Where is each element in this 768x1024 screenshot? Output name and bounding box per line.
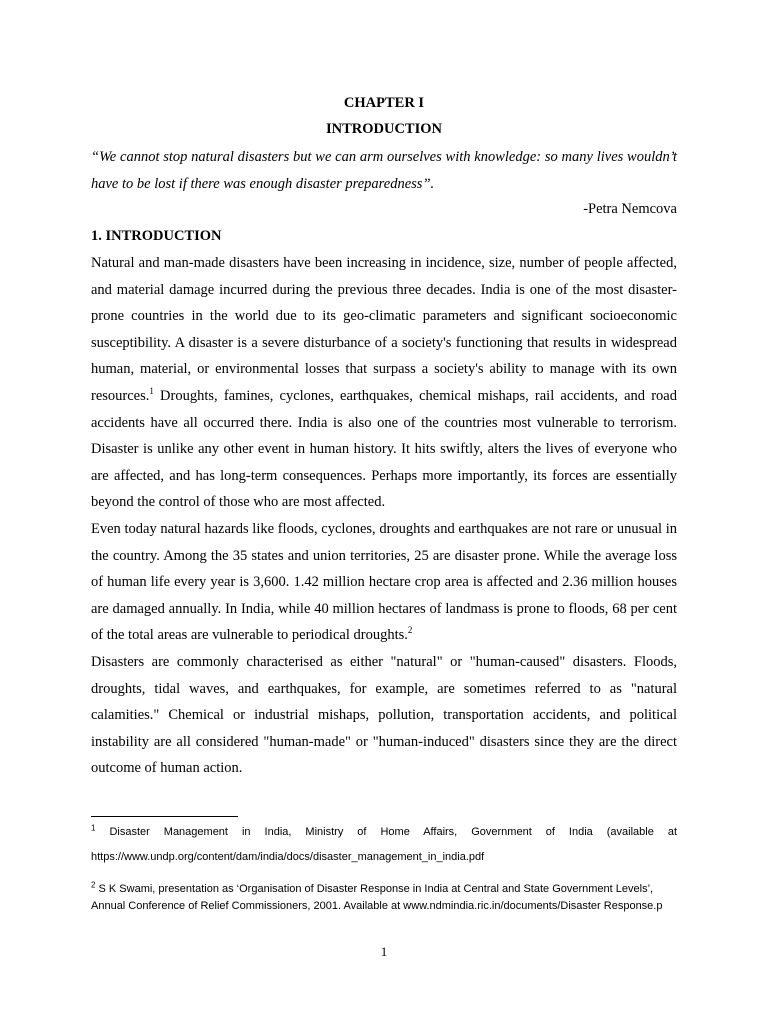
chapter-label: CHAPTER I [343,95,425,111]
paragraph-2 [91,516,677,649]
footnote-ref-2[interactable]: 2 [407,625,413,636]
section-heading: 1. INTRODUCTION [91,228,222,244]
footnote-1-mark: 1 [91,823,96,833]
paragraph-1-part-b: Droughts, famines, cyclones, earthquakes, chemical mishaps, rail accidents, and road accidents have all occurred there. India is also one of the countries most vulnerable to terrorism. Disaster is unlike any other event in human history. It hits swiftly, alters the lives of everyone who are affected, and has long-term consequences. Perhaps more importantly, its forces are essentially beyond the control of those who are most affected. [91,387,677,511]
body-text [91,250,677,782]
epigraph-attribution: -Petra Nemcova [583,201,677,217]
epigraph-quote: “We cannot stop natural disasters but we can arm ourselves with knowledge: so many lives wouldn’t have to be lost if there was enough disaster preparedness”. [91,149,677,192]
footnote-ref-1[interactable]: 1 [149,386,154,397]
footnote-divider [91,816,238,817]
paragraph-3: Disasters are commonly characterised as either "natural" or "human-caused" disasters. Floods, droughts, tidal waves, and earthquakes, for example, are sometimes referred to as "natural calamities." Chemical or industrial mishaps, pollution, transportation accidents, and political instability are all considered "human-made" or "human-induced" disasters since they are the direct outcome of human action. [91,653,677,777]
paragraph-1-part-a: Natural and man-made disasters have been increasing in incidence, size, number of people affected, and material damage incurred during the previous three decades. India is one of the most disaster-prone countries in the world due to its geo-climatic parameters and significant socioeconomic susceptibility. A disaster is a severe disturbance of a society's functioning that results in widespread human, material, or environmental losses that surpass a society's ability to manage with its own resources. [91,255,677,404]
footnote-1-text: Disaster Management in India, Ministry of Home Affairs, Government of India (available at https://www.undp.org/content/dam/india/docs/disaster_management_in_india.pdf [91,826,677,863]
paragraph-2-text: Even today natural hazards like floods, cyclones, droughts and earthquakes are not rare or unusual in the country. Among the 35 states and union territories, 25 are disaster prone. While the average loss of human life every year is 3,600. 1.42 million hectare crop area is affected and 2.36 million houses are damaged annually. In India, while 40 million hectares of landmass is prone to floods, 68 per cent of the total areas are vulnerable to periodical droughts. [91,520,677,644]
page-number: 1 [380,944,388,959]
chapter-title: INTRODUCTION [325,121,442,137]
footnote-2 [91,881,677,915]
paragraph-1 [91,250,677,516]
footnote-2-mark: 2 [91,880,96,890]
footnote-2-text: S K Swami, presentation as ‘Organisation of Disaster Response in India at Central and State Government Levels’, Annual Conference of Relief Commissioners, 2001. Available at www.ndmindia.ric.in/documents/Disaster Response.p [91,883,663,912]
footnote-1 [91,820,677,870]
